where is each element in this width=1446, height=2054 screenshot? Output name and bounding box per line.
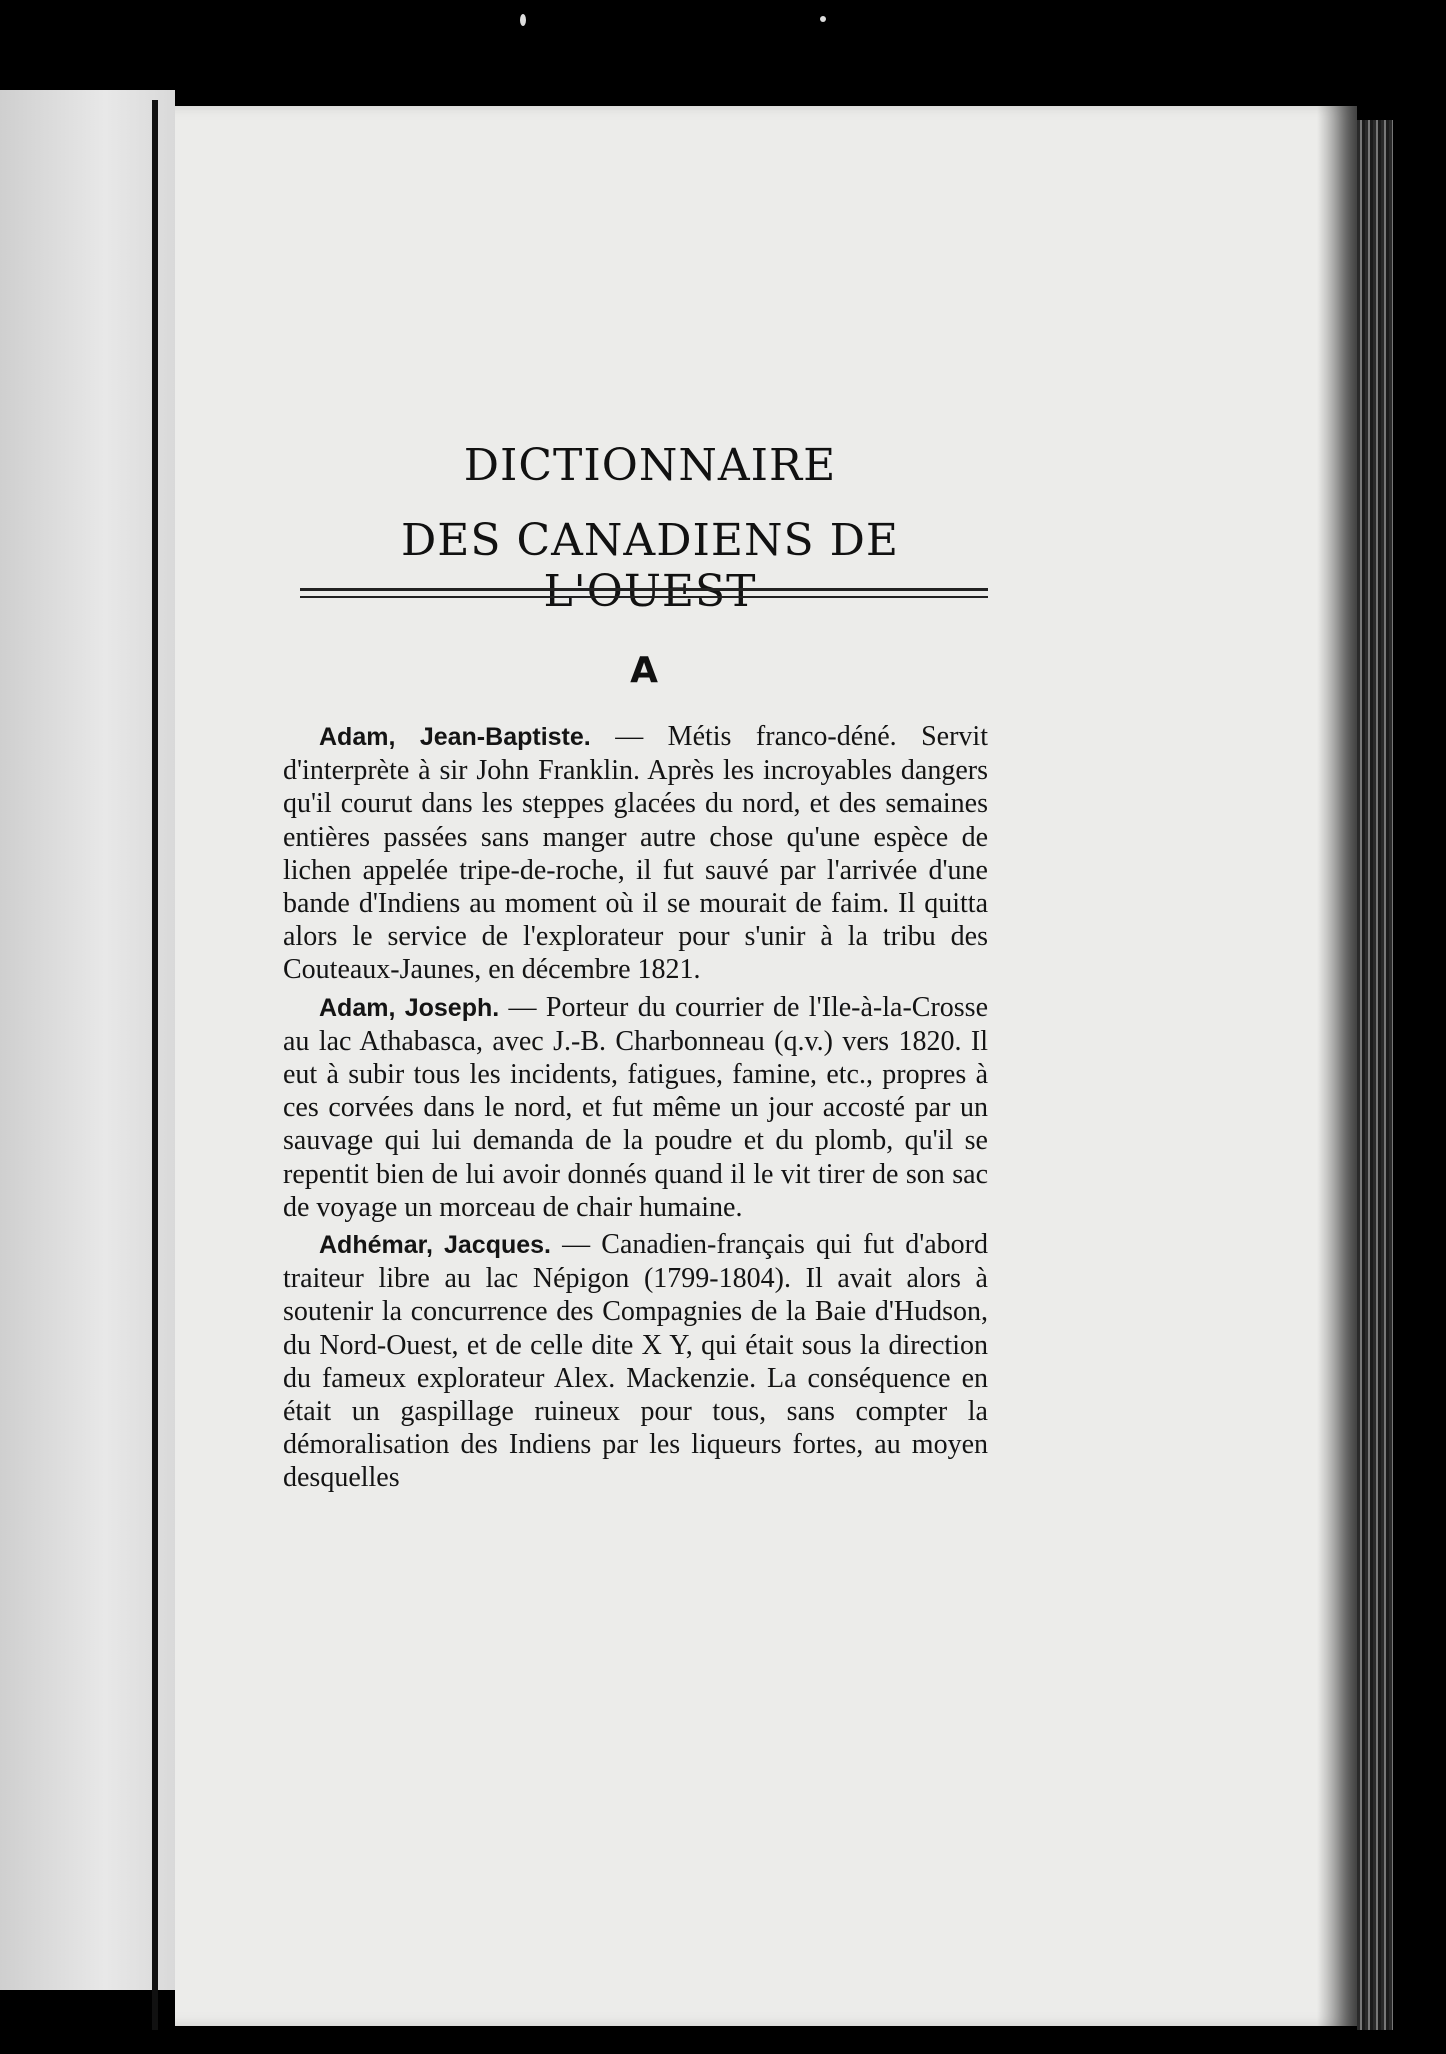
- entry-headword: Adam, Jean-Baptiste.: [319, 723, 591, 751]
- entry-text: — Porteur du courrier de l'Ile-à-la-Crosse au lac Athabasca, avec J.-B. Charbonneau (q.v.) vers 1820. Il eut à subir tous les incidents, fatigues, famine, etc., propres à ces corvées dans le nord, et fut même un jour accosté par un sauvage qui lui demanda de la poudre et du plomb, qu'il se repentit bien de lui avoir donnés quand il le vit tirer de son sac de voyage un morceau de chair humaine.: [283, 991, 988, 1223]
- title-rule: [300, 596, 988, 598]
- title-line-1: DICTIONNAIRE: [463, 440, 837, 491]
- title-rule: [300, 588, 988, 591]
- scan-speck: [820, 16, 826, 22]
- section-letter: A: [630, 650, 658, 691]
- entry-headword: Adam, Joseph.: [319, 993, 500, 1022]
- dictionary-entry: [283, 720, 988, 987]
- dictionary-entry: [283, 991, 988, 1224]
- gutter-line: [152, 100, 158, 2030]
- title-line-2: DES CANADIENS DE L'OUEST: [400, 515, 900, 617]
- dictionary-entry: [283, 1228, 988, 1495]
- dictionary-body: [283, 720, 988, 1499]
- facing-page-edge: [0, 90, 175, 1990]
- page-fore-edge: [1357, 120, 1393, 2030]
- scan-speck: [520, 14, 526, 26]
- page-shadow: [1317, 106, 1357, 2026]
- entry-text: — Métis franco-déné. Servit d'interprète à sir John Franklin. Après les incroyables dangers qu'il courut dans les steppes glacées du nord, et des semaines entières passées sans manger autre chose qu'une espèce de lichen appelée tripe-de-roche, il fut sauvé par l'arrivée d'une bande d'Indiens au moment où il se mourait de faim. Il quitta alors le service de l'explorateur pour s'unir à la tribu des Couteaux-Jaunes, en décembre 1821.: [283, 721, 988, 986]
- entry-text: — Canadien-français qui fut d'abord traiteur libre au lac Népigon (1799-1804). Il avait alors à soutenir la concurrence des Compagnies de la Baie d'Hudson, du Nord-Ouest, et de celle dite X Y, qui était sous la direction du fameux explorateur Alex. Mackenzie. La conséquence en était un gaspillage ruineux pour tous, sans compter la démoralisation des Indiens par les liqueurs fortes, au moyen desquelles: [283, 1229, 988, 1494]
- entry-headword: Adhémar, Jacques.: [319, 1231, 552, 1260]
